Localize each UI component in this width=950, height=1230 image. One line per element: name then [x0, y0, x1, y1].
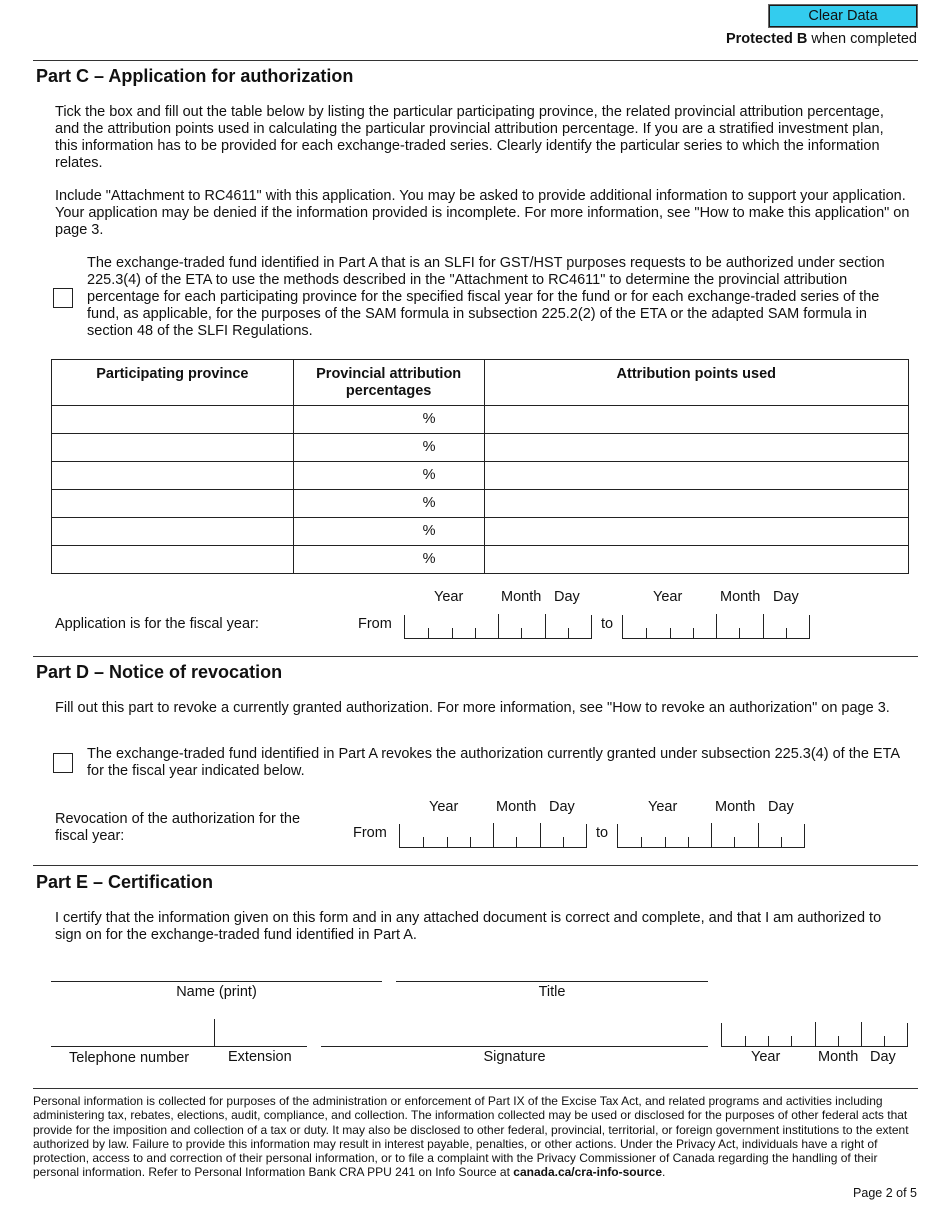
title-input[interactable]	[396, 981, 708, 982]
date-digit-separator	[423, 837, 424, 847]
date-digit-separator	[693, 628, 694, 638]
from-day-label: Day	[554, 589, 580, 605]
signature-label: Signature	[483, 1049, 546, 1065]
attribution-points-cell[interactable]	[484, 406, 908, 434]
date-digit-separator	[861, 1022, 862, 1046]
date-digit-separator	[884, 1036, 885, 1046]
revocation-to-date-input[interactable]	[617, 824, 805, 848]
divider	[33, 60, 918, 61]
name-label: Name (print)	[176, 984, 257, 1000]
province-cell[interactable]	[52, 546, 294, 574]
part-c-attachment-note: Include "Attachment to RC4611" with this application. You may be asked to provide additional information to support your application. Your application may be denied if the information provided is incomplete. For more information, see "How to make this application" on page 3.	[55, 188, 910, 238]
revocation-fiscal-year-label: Revocation of the authorization for the fiscal year:	[55, 811, 301, 844]
clear-data-button[interactable]: Clear Data	[769, 5, 917, 27]
percentage-cell[interactable]: %	[293, 462, 484, 490]
part-c-authorization-checkbox[interactable]	[53, 288, 73, 308]
privacy-suffix: .	[662, 1165, 666, 1180]
date-digit-separator	[838, 1036, 839, 1046]
extension-input[interactable]	[214, 1046, 307, 1047]
date-digit-separator	[540, 823, 541, 847]
attribution-points-cell[interactable]	[484, 434, 908, 462]
column-participating-province: Participating province	[52, 360, 294, 406]
divider	[33, 865, 918, 866]
date-digit-separator	[428, 628, 429, 638]
date-digit-separator	[763, 614, 764, 638]
date-digit-separator	[470, 837, 471, 847]
date-digit-separator	[545, 614, 546, 638]
signature-date-input[interactable]	[721, 1023, 908, 1047]
protected-b-label	[726, 31, 917, 48]
rev-from-day-label: Day	[549, 799, 575, 815]
rev-to-year-label: Year	[648, 799, 678, 815]
to-year-label: Year	[653, 589, 683, 605]
extension-label: Extension	[228, 1049, 292, 1065]
attribution-points-cell[interactable]	[484, 518, 908, 546]
date-digit-separator	[781, 837, 782, 847]
rev-to-label: to	[596, 825, 609, 841]
to-label: to	[601, 616, 614, 632]
percentage-cell[interactable]: %	[293, 490, 484, 518]
date-digit-separator	[498, 614, 499, 638]
privacy-notice	[33, 1094, 918, 1180]
date-digit-separator	[641, 837, 642, 847]
date-digit-separator	[568, 628, 569, 638]
revocation-from-date-input[interactable]	[399, 824, 587, 848]
privacy-text: Personal information is collected for purposes of the administration or enforcement of Part IX of the Excise Tax Act, and related programs and activities including administering tax, rebates, elections, audit, compliance, and collection. The information collected may be used or disclosed for the purposes of other federal acts that provide for the imposition and collection of a tax or duty. It may also be disclosed to other federal, provincial, territorial, or foreign government institutions to the extent authorized by law. Failure to provide this information may result in interest payable, penalties, or other actions. Under the Privacy Act, individuals have a right of protection, access to and correction of their personal information, or to file a complaint with the Privacy Commissioner of Canada regarding the handling of their personal information. Refer to Personal Information Bank CRA PPU 241 on Info Source at	[33, 1094, 909, 1180]
date-digit-separator	[688, 837, 689, 847]
protected-b-rest: when completed	[807, 31, 917, 47]
rev-from-month-label: Month	[496, 799, 537, 815]
date-digit-separator	[447, 837, 448, 847]
to-month-label: Month	[720, 589, 761, 605]
rev-from-year-label: Year	[429, 799, 459, 815]
date-digit-separator	[452, 628, 453, 638]
title-label: Title	[538, 984, 566, 1000]
part-c-checkbox-text: The exchange-traded fund identified in Part A that is an SLFI for GST/HST purposes requests to be authorized under section 225.3(4) of the ETA to use the methods described in the "Attachment to RC4611" to determine the provincial attribution percentage for each participating province for the specified fiscal year for the fund or for each exchange-traded series of the fund, as applicable, for the purposes of the SAM formula in subsection 225.2(2) of the ETA or the adapted SAM formula in section 48 of the SLFI Regulations.	[87, 255, 885, 339]
page-number: Page 2 of 5	[853, 1186, 917, 1200]
fiscal-year-label: Application is for the fiscal year:	[55, 616, 259, 632]
date-digit-separator	[758, 823, 759, 847]
date-digit-separator	[716, 614, 717, 638]
date-digit-separator	[475, 628, 476, 638]
divider	[33, 656, 918, 657]
sig-year-label: Year	[751, 1049, 781, 1065]
percentage-cell[interactable]: %	[293, 518, 484, 546]
divider	[33, 1088, 918, 1089]
protected-b-bold: Protected B	[725, 31, 808, 47]
fiscal-from-date-input[interactable]	[404, 615, 592, 639]
date-digit-separator	[786, 628, 787, 638]
column-attribution-percentages: Provincial attribution percentages	[293, 360, 484, 406]
date-digit-separator	[516, 837, 517, 847]
date-digit-separator	[521, 628, 522, 638]
part-c-title: Part C – Application for authorization	[36, 66, 354, 86]
percentage-cell[interactable]: %	[293, 434, 484, 462]
info-source-link[interactable]: canada.ca/cra-info-source	[513, 1165, 662, 1180]
sig-month-label: Month	[818, 1049, 859, 1065]
date-digit-separator	[745, 1036, 746, 1046]
province-cell[interactable]	[52, 490, 294, 518]
table-row	[52, 434, 909, 462]
province-cell[interactable]	[52, 406, 294, 434]
from-year-label: Year	[434, 589, 464, 605]
date-digit-separator	[815, 1022, 816, 1046]
date-digit-separator	[670, 628, 671, 638]
percentage-cell[interactable]: %	[293, 406, 484, 434]
part-d-instructions: Fill out this part to revoke a currently granted authorization. For more information, see "How to revoke an authorization" on page 3.	[55, 700, 890, 716]
percentage-cell[interactable]: %	[293, 546, 484, 574]
to-day-label: Day	[773, 589, 799, 605]
province-cell[interactable]	[52, 518, 294, 546]
extension-divider	[214, 1019, 215, 1047]
fiscal-to-date-input[interactable]	[622, 615, 810, 639]
column-attribution-points: Attribution points used	[484, 360, 908, 406]
date-digit-separator	[768, 1036, 769, 1046]
attribution-points-cell[interactable]	[484, 490, 908, 518]
table-row	[52, 462, 909, 490]
signature-input[interactable]	[321, 1046, 708, 1047]
table-row	[52, 406, 909, 434]
date-digit-separator	[711, 823, 712, 847]
part-d-title: Part D – Notice of revocation	[36, 662, 283, 682]
part-e-certification-text: I certify that the information given on this form and in any attached document is correct and complete, and that I am authorized to sign on for the exchange-traded fund identified in Part A.	[55, 910, 882, 943]
rev-from-label: From	[353, 825, 387, 841]
table-row	[52, 490, 909, 518]
province-cell[interactable]	[52, 462, 294, 490]
date-digit-separator	[563, 837, 564, 847]
rev-to-day-label: Day	[768, 799, 794, 815]
sig-day-label: Day	[870, 1049, 896, 1065]
attribution-points-cell[interactable]	[484, 546, 908, 574]
from-month-label: Month	[501, 589, 542, 605]
part-d-revocation-checkbox[interactable]	[53, 753, 73, 773]
name-input[interactable]	[51, 981, 382, 982]
part-c-instructions: Tick the box and fill out the table below by listing the particular participating province, the related provincial attribution percentage, and the attribution points used in calculating the particular provincial attribution percentage. If you are a stratified investment plan, this information has to be provided for each exchange-traded series. Clearly identify the particular series to which the information relates.	[55, 104, 884, 171]
rev-to-month-label: Month	[715, 799, 756, 815]
part-e-title: Part E – Certification	[36, 872, 214, 892]
table-row	[52, 546, 909, 574]
date-digit-separator	[739, 628, 740, 638]
date-digit-separator	[493, 823, 494, 847]
province-table	[51, 359, 909, 574]
date-digit-separator	[646, 628, 647, 638]
province-cell[interactable]	[52, 434, 294, 462]
date-digit-separator	[734, 837, 735, 847]
telephone-input[interactable]	[51, 1046, 214, 1047]
date-digit-separator	[791, 1036, 792, 1046]
date-digit-separator	[665, 837, 666, 847]
part-d-checkbox-text: The exchange-traded fund identified in Part A revokes the authorization currently granted under subsection 225.3(4) of the ETA for the fiscal year indicated below.	[87, 746, 900, 779]
from-label: From	[358, 616, 392, 632]
telephone-label: Telephone number	[69, 1050, 190, 1066]
attribution-points-cell[interactable]	[484, 462, 908, 490]
table-row	[52, 518, 909, 546]
